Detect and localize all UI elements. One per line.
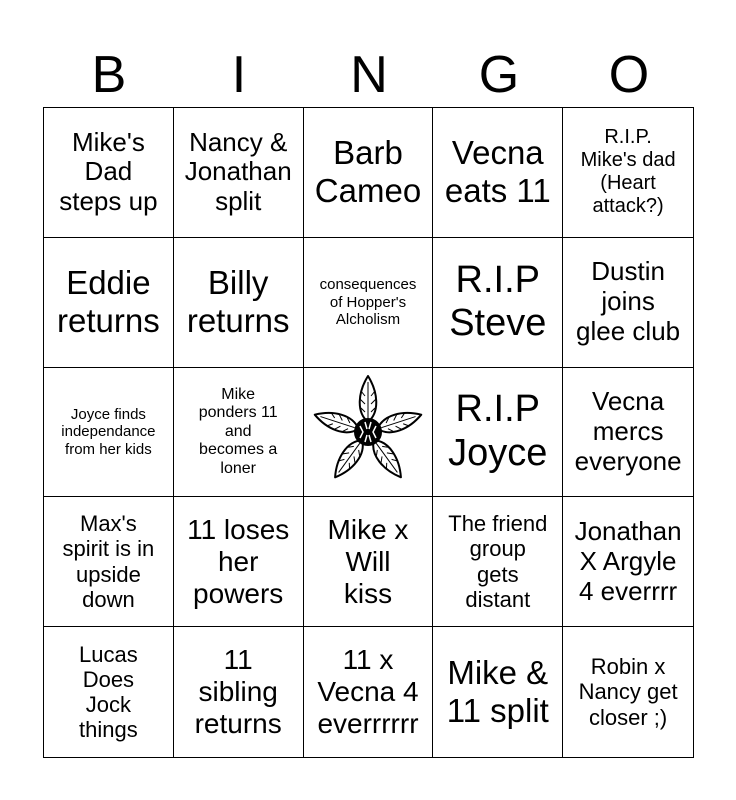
cell-text: consequences of Hopper's Alcholism <box>319 276 417 328</box>
cell-text: Vecna eats 11 <box>444 134 551 210</box>
cell-text: Joyce finds independance from her kids <box>61 406 156 458</box>
bingo-cell[interactable] <box>44 238 174 368</box>
bingo-cell[interactable] <box>174 497 304 627</box>
header-letter-o: O <box>608 46 650 104</box>
bingo-cell[interactable] <box>304 497 434 627</box>
bingo-cell[interactable] <box>44 368 174 498</box>
cell-text: 11 x Vecna 4 everrrrrr <box>317 643 419 740</box>
cell-text: Eddie returns <box>57 264 160 340</box>
header-letter-n: N <box>350 46 388 104</box>
bingo-cell[interactable] <box>174 627 304 757</box>
bingo-cell[interactable] <box>44 497 174 627</box>
demogorgon-flower-icon <box>308 372 428 492</box>
cell-text: Billy returns <box>186 264 290 340</box>
cell-text: Vecna mercs everyone <box>574 386 682 476</box>
cell-text: Mike & 11 split <box>446 654 549 730</box>
bingo-cell[interactable] <box>174 108 304 238</box>
cell-text: Mike ponders 11 and becomes a loner <box>198 386 278 477</box>
bingo-cell[interactable] <box>563 238 693 368</box>
cell-text: R.I.P. Mike's dad (Heart attack?) <box>580 126 676 218</box>
bingo-cell[interactable] <box>433 108 563 238</box>
bingo-cell[interactable] <box>563 108 693 238</box>
cell-text: Nancy & Jonathan split <box>184 126 292 217</box>
bingo-cell[interactable] <box>304 238 434 368</box>
header-letter-g: G <box>478 46 520 104</box>
cell-text: Dustin joins glee club <box>576 256 681 347</box>
cell-text: R.I.P Steve <box>449 258 547 345</box>
bingo-cell[interactable] <box>433 238 563 368</box>
bingo-cell[interactable] <box>44 627 174 757</box>
bingo-cell[interactable] <box>44 108 174 238</box>
bingo-cell[interactable] <box>433 497 563 627</box>
cell-text: Mike's Dad steps up <box>59 126 158 217</box>
header-letter-i: I <box>231 46 247 104</box>
bingo-cell[interactable] <box>433 368 563 498</box>
cell-text: The friend group gets distant <box>448 511 548 613</box>
free-space[interactable] <box>304 368 434 498</box>
cell-text: 11 sibling returns <box>194 643 282 740</box>
cell-text: Robin x Nancy get closer ;) <box>578 654 678 730</box>
bingo-cell[interactable] <box>174 368 304 498</box>
cell-text: Mike x Will kiss <box>327 513 409 609</box>
cell-text: Jonathan X Argyle 4 everrrr <box>574 515 682 606</box>
cell-text: Lucas Does Jock things <box>79 641 138 743</box>
bingo-cell[interactable] <box>304 627 434 757</box>
bingo-grid <box>43 107 694 758</box>
header-letter-b: B <box>91 46 127 104</box>
bingo-cell[interactable] <box>563 627 693 757</box>
bingo-cell[interactable] <box>174 238 304 368</box>
cell-text: Barb Cameo <box>314 134 422 210</box>
bingo-header <box>44 42 694 108</box>
bingo-cell[interactable] <box>433 627 563 757</box>
cell-text: Max's spirit is in upside down <box>62 511 155 613</box>
bingo-cell[interactable] <box>563 497 693 627</box>
cell-text: 11 loses her powers <box>187 513 290 609</box>
cell-text: R.I.P Joyce <box>448 388 548 474</box>
bingo-cell[interactable] <box>304 108 434 238</box>
bingo-cell[interactable] <box>563 368 693 498</box>
